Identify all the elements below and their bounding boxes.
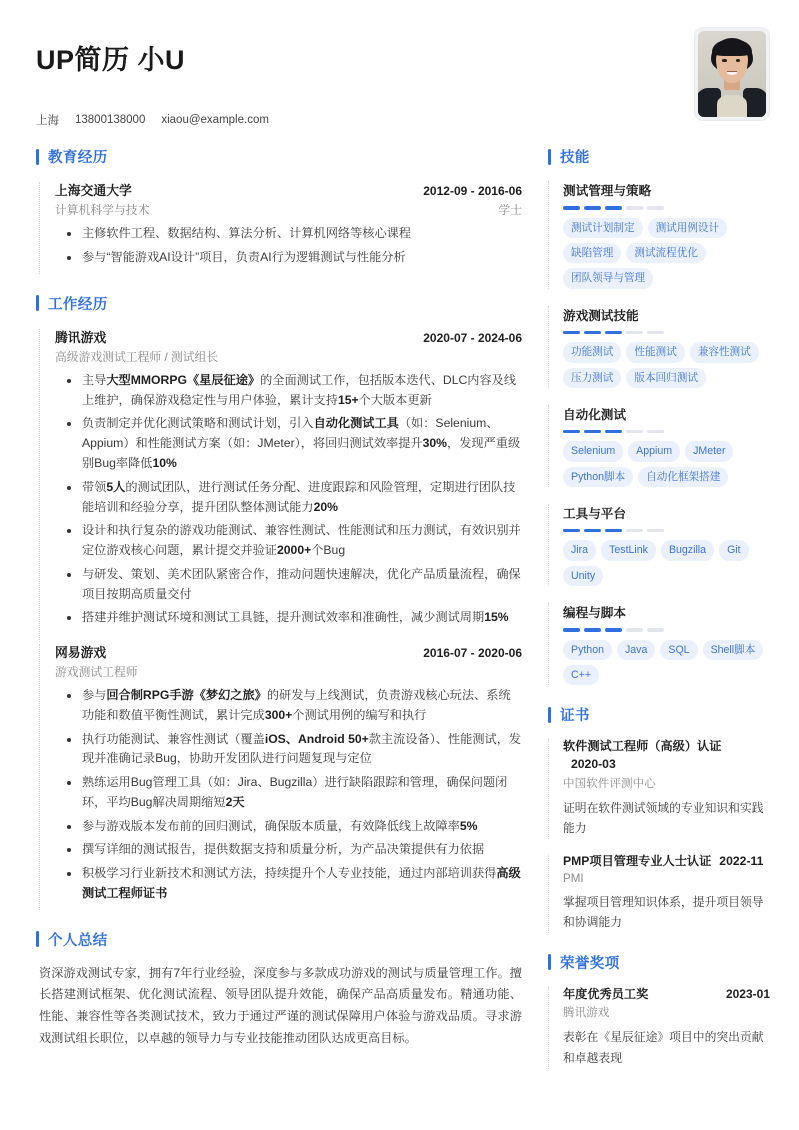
section-awards bbox=[548, 952, 770, 1069]
company-name: 腾讯游戏 bbox=[55, 329, 107, 345]
skill-tag[interactable]: JMeter bbox=[685, 441, 733, 461]
work-entry bbox=[39, 327, 522, 642]
bullet-item: 设计和执行复杂的游戏功能测试、兼容性测试、性能测试和压力测试，有效识别并定位游戏核心问题，累计提交并验证2000+个Bug bbox=[55, 521, 522, 561]
certificate-org: 中国软件评测中心 bbox=[563, 776, 656, 790]
level-segment bbox=[605, 430, 622, 434]
skill-tag[interactable]: 性能测试 bbox=[626, 342, 684, 362]
level-segment bbox=[605, 529, 622, 533]
skill-tag[interactable]: Python bbox=[563, 640, 612, 660]
work-entries bbox=[36, 327, 522, 910]
skill-group bbox=[548, 602, 770, 685]
level-segment bbox=[626, 206, 643, 210]
skill-group bbox=[548, 404, 770, 487]
contact-email: xiaou@example.com bbox=[161, 114, 269, 127]
section-header-certificates bbox=[548, 704, 770, 725]
accent-bar-icon bbox=[36, 295, 39, 311]
bullet-list bbox=[55, 686, 522, 904]
skill-tags bbox=[563, 218, 770, 289]
level-segment bbox=[584, 529, 601, 533]
level-segment bbox=[563, 206, 580, 210]
level-segment bbox=[563, 430, 580, 434]
work-entry bbox=[39, 642, 522, 910]
skill-tag[interactable]: C++ bbox=[563, 665, 599, 685]
level-segment bbox=[584, 430, 601, 434]
section-skills bbox=[548, 146, 770, 685]
skill-level-meter bbox=[563, 331, 770, 335]
level-segment bbox=[584, 628, 601, 632]
level-segment bbox=[584, 331, 601, 335]
award-date: 2023-01 bbox=[725, 986, 770, 1001]
level-segment bbox=[626, 529, 643, 533]
entry-head bbox=[55, 327, 522, 346]
skill-level-meter bbox=[563, 628, 770, 632]
skill-tag[interactable]: 功能测试 bbox=[563, 342, 621, 362]
bullet-item: 积极学习行业新技术和测试方法，持续提升个人专业技能，通过内部培训获得高级测试工程师证书 bbox=[55, 864, 522, 904]
level-segment bbox=[563, 628, 580, 632]
education-entry bbox=[39, 180, 522, 274]
bullet-item: 与研发、策划、美术团队紧密合作，推动问题快速解决，优化产品质量流程，确保项目按期高质量交付 bbox=[55, 565, 522, 605]
section-title: 教育经历 bbox=[48, 150, 108, 167]
level-segment bbox=[647, 430, 664, 434]
certificate-entry bbox=[548, 738, 770, 839]
skill-tag[interactable]: SQL bbox=[660, 640, 697, 660]
skill-tags bbox=[563, 640, 770, 686]
award-desc: 表彰在《星辰征途》项目中的突出贡献和卓越表现 bbox=[563, 1030, 764, 1066]
summary-text: 资深游戏测试专家，拥有7年行业经验，深度参与多款成功游戏的测试与质量管理工作。擅长搭建测试框架、优化测试流程、领导团队提升效能，确保产品高质量发布。精通功能、性能、兼容性等各类测试技术，致力于通过严谨的测试保障用户体验与游戏品质。寻求游戏测试组长职位，以卓越的领导力与专业技能推动团队达成更高目标。 bbox=[39, 965, 522, 1045]
level-segment bbox=[647, 628, 664, 632]
certificate-name: PMP项目管理专业人士认证 2022-11 bbox=[563, 853, 764, 868]
skill-tags bbox=[563, 441, 770, 487]
skill-group-name: 测试管理与策略 bbox=[563, 184, 652, 199]
bullet-list bbox=[55, 224, 522, 268]
company-name: 网易游戏 bbox=[55, 645, 107, 661]
section-header-awards bbox=[548, 952, 770, 973]
page-title: UP简历 小U bbox=[36, 45, 186, 75]
section-title: 工作经历 bbox=[48, 296, 108, 313]
work-date: 2020-07 - 2024-06 bbox=[423, 330, 522, 345]
level-segment bbox=[605, 206, 622, 210]
bullet-item: 熟练运用Bug管理工具（如：Jira、Bugzilla）进行缺陷跟踪和管理，确保问题闭环，平均Bug解决周期缩短2天 bbox=[55, 773, 522, 813]
level-segment bbox=[626, 430, 643, 434]
skill-tag[interactable]: 自动化框架搭建 bbox=[638, 467, 728, 487]
section-summary bbox=[36, 929, 522, 1050]
skill-tag[interactable]: Bugzilla bbox=[661, 540, 714, 560]
award-head bbox=[563, 986, 770, 1004]
skill-tag[interactable]: Python脚本 bbox=[563, 467, 633, 487]
skill-tag[interactable]: 团队领导与管理 bbox=[563, 268, 653, 288]
entry-sub bbox=[55, 663, 522, 680]
skill-tag[interactable]: Shell脚本 bbox=[703, 640, 764, 660]
skill-tag[interactable]: Selenium bbox=[563, 441, 623, 461]
section-title: 技能 bbox=[560, 150, 590, 167]
skill-tags bbox=[563, 342, 770, 388]
certificate-desc: 掌握项目管理知识体系，提升项目领导和协调能力 bbox=[563, 894, 764, 930]
skill-tag[interactable]: TestLink bbox=[601, 540, 656, 560]
skill-tag[interactable]: Java bbox=[617, 640, 655, 660]
certificate-date: 2020-03 bbox=[571, 756, 616, 771]
certificate-org: PMI bbox=[563, 871, 584, 885]
certificate-name: 软件测试工程师（高级）认证2020-03 bbox=[563, 739, 722, 771]
section-work bbox=[36, 293, 522, 910]
bullet-item: 带领5人的测试团队，进行测试任务分配、进度跟踪和风险管理，定期进行团队技能培训和经验分享，提升团队整体测试能力20% bbox=[55, 478, 522, 518]
skill-group bbox=[548, 503, 770, 586]
skill-tag[interactable]: Jira bbox=[563, 540, 596, 560]
job-role: 高级游戏测试工程师 / 测试组长 bbox=[55, 349, 219, 364]
skill-level-meter bbox=[563, 529, 770, 533]
bullet-list bbox=[55, 371, 522, 628]
section-header-work bbox=[36, 293, 522, 314]
award-name: 年度优秀员工奖 bbox=[563, 986, 649, 1001]
bullet-item: 负责制定并优化测试策略和测试计划，引入自动化测试工具（如：Selenium、Appium）和性能测试方案（如：JMeter），将回归测试效率提升30%，发现严重级别Bug率降低10% bbox=[55, 414, 522, 473]
skill-level-meter bbox=[563, 206, 770, 210]
accent-bar-icon bbox=[548, 149, 551, 165]
skill-tags bbox=[563, 540, 770, 586]
bullet-item: 主导大型MMORPG《星辰征途》的全面测试工作，包括版本迭代、DLC内容及线上维护，确保游戏稳定性与用户体验，累计支持15+个大版本更新 bbox=[55, 371, 522, 411]
skill-tag[interactable]: 测试流程优化 bbox=[626, 243, 706, 263]
accent-bar-icon bbox=[548, 707, 551, 723]
contact-phone: 13800138000 bbox=[75, 114, 146, 127]
skill-tag[interactable]: 压力测试 bbox=[563, 368, 621, 388]
level-segment bbox=[647, 206, 664, 210]
section-title: 证书 bbox=[560, 708, 590, 725]
bullet-item: 搭建并维护测试环境和测试工具链，提升测试效率和准确性，减少测试周期15% bbox=[55, 608, 522, 628]
bullet-item: 参与回合制RPG手游《梦幻之旅》的研发与上线测试，负责游戏核心玩法、系统功能和数值平衡性测试，累计完成300+个测试用例的编写和执行 bbox=[55, 686, 522, 726]
level-segment bbox=[605, 331, 622, 335]
skill-group bbox=[548, 180, 770, 288]
section-header-education bbox=[36, 146, 522, 167]
major: 计算机科学与技术 bbox=[55, 203, 150, 218]
skill-tag[interactable]: 测试计划制定 bbox=[563, 218, 643, 238]
section-header-skills bbox=[548, 146, 770, 167]
skill-tag[interactable]: 缺陷管理 bbox=[563, 243, 621, 263]
accent-bar-icon bbox=[548, 954, 551, 970]
bullet-item: 执行功能测试、兼容性测试（覆盖iOS、Android 50+款主流设备）、性能测试，发现并准确记录Bug，协助开发团队进行问题复现与定位 bbox=[55, 730, 522, 770]
entry-sub bbox=[55, 201, 522, 218]
skill-group bbox=[548, 305, 770, 388]
entry-head bbox=[55, 180, 522, 199]
contact-row bbox=[36, 112, 269, 128]
job-role: 游戏测试工程师 bbox=[55, 665, 138, 680]
level-segment bbox=[647, 331, 664, 335]
skill-tag[interactable]: Unity bbox=[563, 566, 603, 586]
contact-location: 上海 bbox=[36, 115, 59, 128]
skill-level-meter bbox=[563, 430, 770, 434]
header-left bbox=[36, 28, 269, 128]
bullet-item: 参与“智能游戏AI设计”项目，负责AI行为逻辑测试与性能分析 bbox=[55, 248, 522, 268]
section-certificates bbox=[548, 704, 770, 933]
certificate-desc: 证明在软件测试领域的专业知识和实践能力 bbox=[563, 800, 764, 836]
level-segment bbox=[584, 206, 601, 210]
work-date: 2016-07 - 2020-06 bbox=[423, 646, 522, 661]
degree: 学士 bbox=[498, 203, 522, 218]
resume-header bbox=[0, 0, 799, 128]
skill-tag[interactable]: Appium bbox=[628, 441, 680, 461]
certificate-entry bbox=[548, 853, 770, 933]
skill-group-name: 工具与平台 bbox=[563, 506, 626, 521]
skill-groups bbox=[548, 180, 770, 685]
bullet-item: 撰写详细的测试报告，提供数据支持和质量分析，为产品决策提供有力依据 bbox=[55, 840, 522, 860]
award-list bbox=[548, 986, 770, 1069]
portrait-photo-icon bbox=[698, 31, 766, 117]
skill-tag[interactable]: Git bbox=[719, 540, 749, 560]
side-column bbox=[548, 146, 770, 1087]
avatar bbox=[695, 28, 769, 120]
level-segment bbox=[647, 529, 664, 533]
entry-sub bbox=[55, 348, 522, 365]
skill-group-name: 游戏测试技能 bbox=[563, 308, 639, 323]
main-column bbox=[36, 146, 522, 1068]
level-segment bbox=[563, 529, 580, 533]
award-org: 腾讯游戏 bbox=[563, 1006, 610, 1020]
section-header-summary bbox=[36, 929, 522, 950]
bullet-item: 参与游戏版本发布前的回归测试，确保版本质量，有效降低线上故障率5% bbox=[55, 817, 522, 837]
education-entries bbox=[36, 180, 522, 274]
section-title: 个人总结 bbox=[48, 932, 108, 949]
accent-bar-icon bbox=[36, 149, 39, 165]
skill-group-name: 编程与脚本 bbox=[563, 606, 626, 621]
level-segment bbox=[626, 331, 643, 335]
certificate-list bbox=[548, 738, 770, 933]
level-segment bbox=[626, 628, 643, 632]
section-education bbox=[36, 146, 522, 274]
entry-head bbox=[55, 642, 522, 661]
bullet-item: 主修软件工程、数据结构、算法分析、计算机网络等核心课程 bbox=[55, 224, 522, 244]
certificate-date: 2022-11 bbox=[719, 853, 764, 868]
skill-tag[interactable]: 兼容性测试 bbox=[690, 342, 759, 362]
education-date: 2012-09 - 2016-06 bbox=[423, 184, 522, 199]
level-segment bbox=[605, 628, 622, 632]
accent-bar-icon bbox=[36, 931, 39, 947]
resume-body bbox=[0, 128, 799, 1087]
section-title: 荣誉奖项 bbox=[560, 955, 620, 972]
award-entry bbox=[548, 986, 770, 1069]
level-segment bbox=[563, 331, 580, 335]
skill-tag[interactable]: 测试用例设计 bbox=[648, 218, 728, 238]
skill-group-name: 自动化测试 bbox=[563, 407, 626, 422]
skill-tag[interactable]: 版本回归测试 bbox=[626, 368, 706, 388]
school-name: 上海交通大学 bbox=[55, 183, 132, 199]
